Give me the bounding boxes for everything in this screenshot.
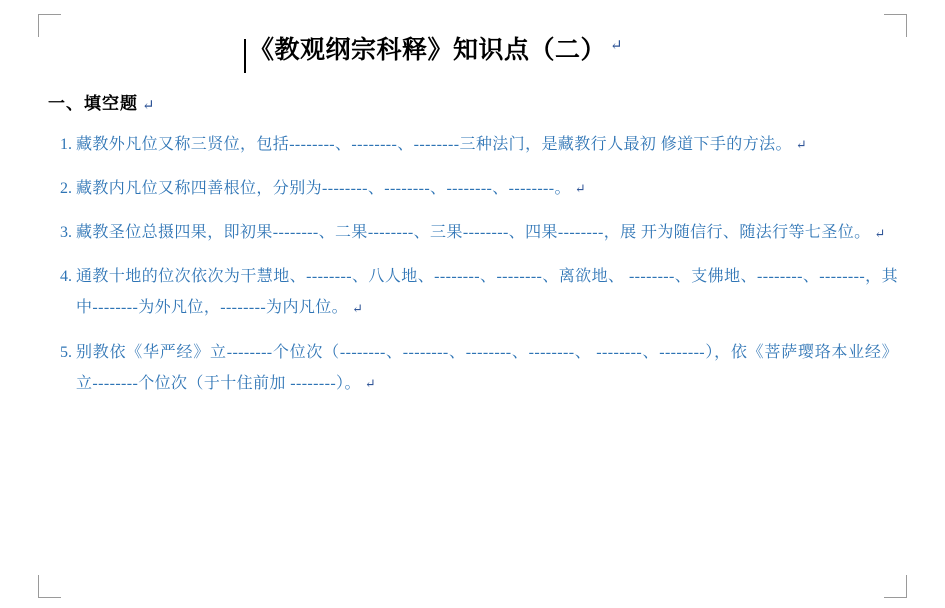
crop-mark-bottom-right: [884, 575, 907, 598]
paragraph-mark-icon: ↵: [364, 376, 377, 392]
question-line: 藏教内凡位又称四善根位，分别为--------、--------、--------、--------。: [76, 179, 571, 197]
crop-mark-top-right: [884, 14, 907, 37]
question-number: 5.: [60, 343, 72, 361]
question-text: [76, 337, 898, 399]
list-item: [48, 261, 898, 323]
question-line: --------、支佛地、--------、--------，其中--------为外凡位，--------为内凡位。: [76, 268, 898, 317]
paragraph-mark-icon: ↵: [874, 225, 886, 241]
document-content: [48, 36, 898, 412]
crop-mark-bottom-left: [38, 575, 61, 598]
question-number: 2.: [60, 179, 72, 197]
section-heading: [48, 89, 898, 115]
paragraph-mark-icon: ↵: [610, 38, 623, 54]
list-item: [48, 217, 898, 248]
paragraph-mark-icon: ↵: [574, 181, 587, 197]
question-line: 修道下手的方法。: [660, 135, 792, 153]
question-number: 3.: [60, 223, 72, 241]
list-item: [48, 129, 898, 160]
page-title: 《教观纲宗科释》知识点（二）: [249, 37, 607, 64]
paragraph-mark-icon: ↵: [142, 97, 156, 114]
list-item: [48, 173, 898, 204]
question-list: [48, 129, 898, 399]
question-line: 开为随信行、随法行等七圣位。: [640, 223, 871, 241]
question-number: 4.: [60, 268, 72, 286]
paragraph-mark-icon: ↵: [352, 301, 364, 316]
question-text: [76, 217, 898, 248]
list-item: [48, 337, 898, 399]
section-heading-label: 一、填空题: [48, 94, 138, 113]
paragraph-mark-icon: ↵: [795, 137, 808, 153]
title-row: [244, 36, 898, 73]
question-line: 藏教圣位总摄四果，即初果--------、二果--------、三果--------、四果--------，展: [76, 223, 637, 241]
crop-mark-top-left: [38, 14, 61, 37]
text-cursor: [244, 39, 246, 73]
question-line: 别教依《华严经》立--------个位次（--------、--------、--------、--------、: [76, 343, 592, 361]
question-line: --------）。: [290, 374, 361, 392]
question-line: 藏教外凡位又称三贤位，包括--------、--------、--------三种法门，是藏教行人最初: [76, 135, 657, 153]
question-line: --------、--------），依《菩萨璎珞本业经》立--------个位次（于十住前加: [76, 343, 898, 392]
question-text: [76, 129, 898, 160]
question-number: 1.: [60, 135, 72, 153]
question-line: 通教十地的位次依次为干慧地、--------、八人地、--------、--------、离欲地、: [76, 268, 625, 286]
question-text: [76, 261, 898, 323]
question-text: [76, 173, 898, 204]
